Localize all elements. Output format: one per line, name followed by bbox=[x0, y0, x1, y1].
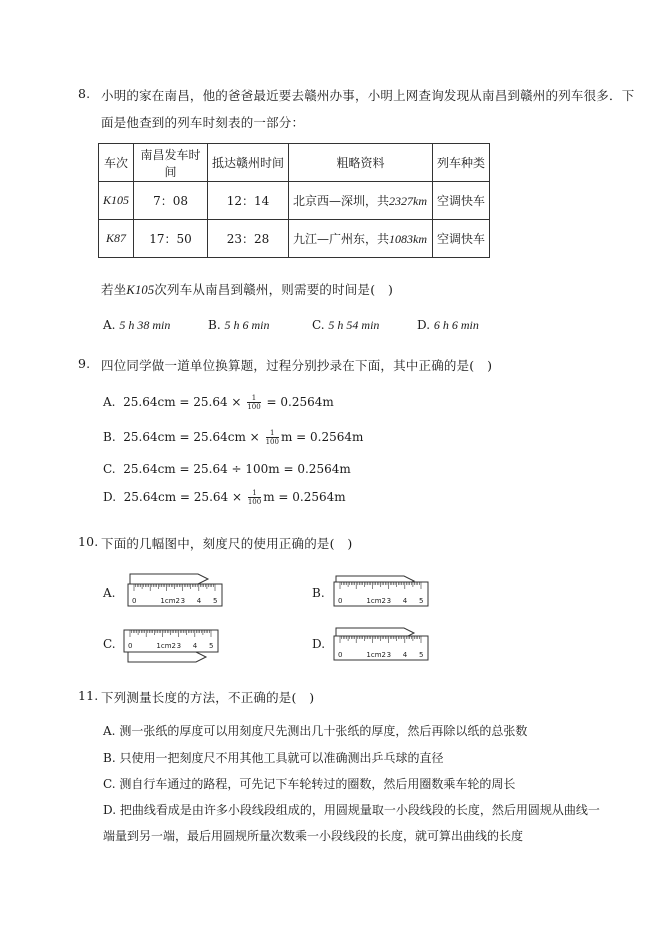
q10-option-c-label[interactable]: C. bbox=[103, 637, 116, 651]
ruler-tick-label: 0 bbox=[128, 642, 133, 650]
info-distance: 1083km bbox=[389, 232, 428, 246]
option-label: D. bbox=[103, 490, 117, 504]
option-text: 5 h 38 min bbox=[119, 318, 171, 332]
option-label: C. bbox=[103, 462, 116, 476]
option-expr-post: = 0.2564m bbox=[266, 395, 334, 409]
ruler-tick-label: 3 bbox=[180, 597, 186, 605]
option-text: 测自行车通过的路程，可先记下车轮转过的圈数，然后用圈数乘车轮的周长 bbox=[119, 777, 516, 791]
fraction bbox=[266, 429, 279, 446]
cell-type: 空调快车 bbox=[433, 182, 490, 220]
table-header-row bbox=[99, 144, 490, 182]
ruler-tick-label: 1cm2 bbox=[366, 651, 386, 659]
ruler-tick-label: 3 bbox=[386, 651, 392, 659]
q9-option-a[interactable] bbox=[103, 394, 334, 411]
ruler-tick-label: 3 bbox=[176, 642, 182, 650]
option-expr-post: m = 0.2564m bbox=[263, 490, 346, 504]
option-expr: 25.64cm = 25.64 ÷ 100m = 0.2564m bbox=[123, 462, 351, 476]
q10-stem: 下面的几幅图中，刻度尺的使用正确的是( ) bbox=[101, 536, 353, 551]
q10-option-a-label[interactable]: A. bbox=[103, 586, 116, 600]
q9-option-d[interactable] bbox=[103, 489, 346, 506]
q10-option-b-label[interactable]: B. bbox=[312, 586, 325, 600]
fraction-numerator: 1 bbox=[266, 429, 279, 438]
option-label: B. bbox=[208, 318, 221, 332]
ruler-tick-label: 5 bbox=[419, 597, 424, 605]
q11-option-c[interactable] bbox=[103, 775, 515, 792]
q9-option-c[interactable] bbox=[103, 462, 351, 476]
option-text: 6 h 6 min bbox=[433, 318, 479, 332]
cell-depart: 17：50 bbox=[134, 220, 208, 258]
q11-stem: 下列测量长度的方法，不正确的是( ) bbox=[101, 690, 315, 705]
option-expr-pre: 25.64cm = 25.64 × bbox=[123, 490, 243, 504]
q8-number: 8. bbox=[78, 86, 91, 101]
q8-stem-line1: 小明的家在南昌，他的爸爸最近要去赣州办事，小明上网查询发现从南昌到赣州的列车很多．下 bbox=[101, 88, 635, 103]
ruler-tick-label: 1cm2 bbox=[156, 642, 176, 650]
header-info: 粗略资料 bbox=[289, 144, 433, 182]
option-label: A. bbox=[103, 318, 116, 332]
option-text: 5 h 54 min bbox=[328, 318, 380, 332]
cell-type: 空调快车 bbox=[433, 220, 490, 258]
ruler-tick-label: 5 bbox=[209, 642, 214, 650]
fraction-numerator: 1 bbox=[247, 394, 260, 403]
ruler-tick-label: 0 bbox=[338, 651, 343, 659]
q11-option-d[interactable] bbox=[103, 801, 600, 818]
q10-number: 10. bbox=[78, 534, 99, 549]
info-route: 北京西—深圳，共 bbox=[293, 194, 390, 208]
train-timetable bbox=[98, 143, 490, 258]
q10-option-d-label[interactable]: D. bbox=[312, 637, 326, 651]
info-route: 九江—广州东，共 bbox=[293, 232, 390, 246]
q9-number: 9. bbox=[78, 356, 91, 371]
option-text: 5 h 6 min bbox=[224, 318, 270, 332]
ruler-tick-label: 3 bbox=[386, 597, 392, 605]
table-row bbox=[99, 182, 490, 220]
ruler-tick-label: 1cm2 bbox=[366, 597, 386, 605]
fraction-numerator: 1 bbox=[248, 489, 261, 498]
q8-option-c[interactable] bbox=[312, 318, 379, 333]
pencil-object bbox=[128, 652, 206, 662]
q8-question-post: 次列车从南昌到赣州，则需要的时间是( ) bbox=[154, 282, 394, 297]
cell-train: K105 bbox=[99, 182, 134, 220]
option-expr-pre: 25.64cm = 25.64 × bbox=[123, 395, 242, 409]
fraction-denominator: 100 bbox=[247, 498, 262, 506]
cell-arrive: 12：14 bbox=[208, 182, 289, 220]
q9-option-b[interactable] bbox=[103, 429, 363, 446]
option-label: A. bbox=[103, 395, 116, 409]
ruler-tick-label: 4 bbox=[402, 597, 408, 605]
header-type: 列车种类 bbox=[433, 144, 490, 182]
ruler-figure-c[interactable] bbox=[122, 626, 222, 666]
option-label: B. bbox=[103, 430, 116, 444]
header-depart: 南昌发车时间 bbox=[134, 144, 208, 182]
option-text: 只使用一把刻度尺不用其他工具就可以准确测出乒乓球的直径 bbox=[119, 751, 444, 765]
option-text: 测一张纸的厚度可以用刻度尺先测出几十张纸的厚度，然后再除以纸的总张数 bbox=[119, 724, 528, 738]
cell-info bbox=[289, 182, 433, 220]
ruler-figure-a[interactable] bbox=[124, 572, 224, 608]
q11-option-b[interactable] bbox=[103, 749, 443, 766]
fraction-denominator: 100 bbox=[247, 403, 261, 411]
cell-train: K87 bbox=[99, 220, 134, 258]
ruler-figure-d[interactable] bbox=[332, 624, 432, 662]
q11-number: 11. bbox=[78, 688, 99, 703]
option-label: C. bbox=[103, 777, 116, 791]
ruler-tick-label: 1cm2 bbox=[160, 597, 180, 605]
q8-option-a[interactable] bbox=[103, 318, 170, 333]
q8-option-d[interactable] bbox=[417, 318, 479, 333]
option-label: A. bbox=[103, 724, 116, 738]
ruler-tick-label: 4 bbox=[192, 642, 198, 650]
pencil-object bbox=[130, 574, 208, 584]
option-label: B. bbox=[103, 751, 116, 765]
option-label: D. bbox=[103, 803, 117, 817]
cell-arrive: 23：28 bbox=[208, 220, 289, 258]
ruler-tick-label: 4 bbox=[196, 597, 202, 605]
option-label: D. bbox=[417, 318, 431, 332]
q9-stem: 四位同学做一道单位换算题，过程分别抄录在下面，其中正确的是( ) bbox=[101, 358, 493, 373]
ruler-tick-label: 5 bbox=[419, 651, 424, 659]
q8-stem-line2: 面是他查到的列车时刻表的一部分： bbox=[101, 115, 305, 130]
option-label: C. bbox=[312, 318, 325, 332]
ruler-tick-label: 4 bbox=[402, 651, 408, 659]
option-expr-pre: 25.64cm = 25.64cm × bbox=[123, 430, 260, 444]
ruler-figure-b[interactable] bbox=[332, 572, 432, 608]
q11-option-d-continuation: 端量到另一端，最后用圆规所量次数乘一小段线段的长度，就可算出曲线的长度 bbox=[103, 829, 524, 843]
ruler-tick-label: 0 bbox=[338, 597, 343, 605]
option-expr-post: m = 0.2564m bbox=[280, 430, 364, 444]
fraction-denominator: 100 bbox=[265, 438, 279, 446]
table-row bbox=[99, 220, 490, 258]
info-distance: 2327km bbox=[389, 194, 428, 208]
q8-option-b[interactable] bbox=[208, 318, 269, 333]
header-arrive: 抵达赣州时间 bbox=[208, 144, 289, 182]
q8-question-pre: 若坐 bbox=[101, 282, 127, 297]
ruler-tick-label: 5 bbox=[213, 597, 218, 605]
fraction bbox=[247, 394, 260, 411]
q11-option-a[interactable] bbox=[103, 722, 527, 739]
fraction bbox=[248, 489, 261, 506]
option-text: 把曲线看成是由许多小段线段组成的，用圆规量取一小段线段的长度，然后用圆规从曲线一 bbox=[119, 803, 600, 817]
ruler-tick-label: 0 bbox=[132, 597, 137, 605]
q8-question-train: K105 bbox=[126, 283, 155, 297]
cell-info bbox=[289, 220, 433, 258]
cell-depart: 7：08 bbox=[134, 182, 208, 220]
q8-question bbox=[101, 280, 393, 298]
header-train: 车次 bbox=[99, 144, 134, 182]
